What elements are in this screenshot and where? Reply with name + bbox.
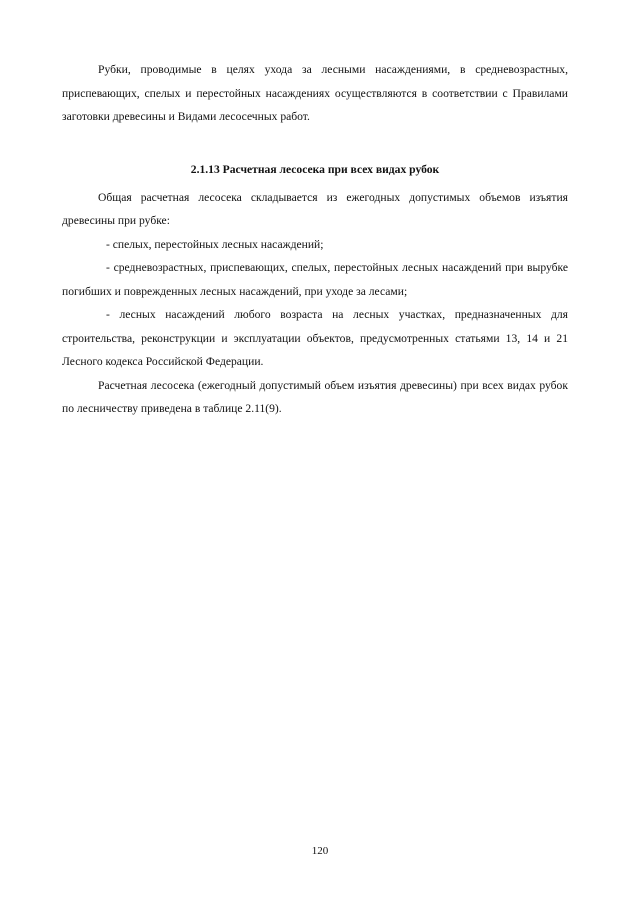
list-item-mature-stands: - спелых, перестойных лесных насаждений;: [106, 237, 324, 251]
list-item-construction-stands: - лесных насаждений любого возраста на лесных участках, предназначенных для строительства, реконструкции и эксплуатации объектов, предусмотренных статьями 13, 14 и 21 Лесного кодекса Российской Федерации.: [62, 308, 568, 368]
section-closing-paragraph: Расчетная лесосека (ежегодный допустимый объем изъятия древесины) при всех видах рубок по лесничеству приведена в таблице 2.11(9).: [62, 378, 568, 415]
section-lead-paragraph: Общая расчетная лесосека складывается из ежегодных допустимых объемов изъятия древесины при рубке:: [62, 190, 568, 227]
document-page: [62, 58, 568, 421]
section-heading: 2.1.13 Расчетная лесосека при всех видах рубок: [190, 162, 440, 176]
intro-paragraph: Рубки, проводимые в целях ухода за лесными насаждениями, в средневозрастных, приспевающих, спелых и перестойных насаждениях осуществляются в соответствии с Правилами заготовки древесины и Видами лесосечных работ.: [62, 63, 568, 123]
page-number: 120: [311, 845, 329, 857]
list-item-damaged-stands: - средневозрастных, приспевающих, спелых, перестойных лесных насаждений при вырубке погибших и поврежденных лесных насаждений, при уходе за лесами;: [62, 261, 568, 298]
